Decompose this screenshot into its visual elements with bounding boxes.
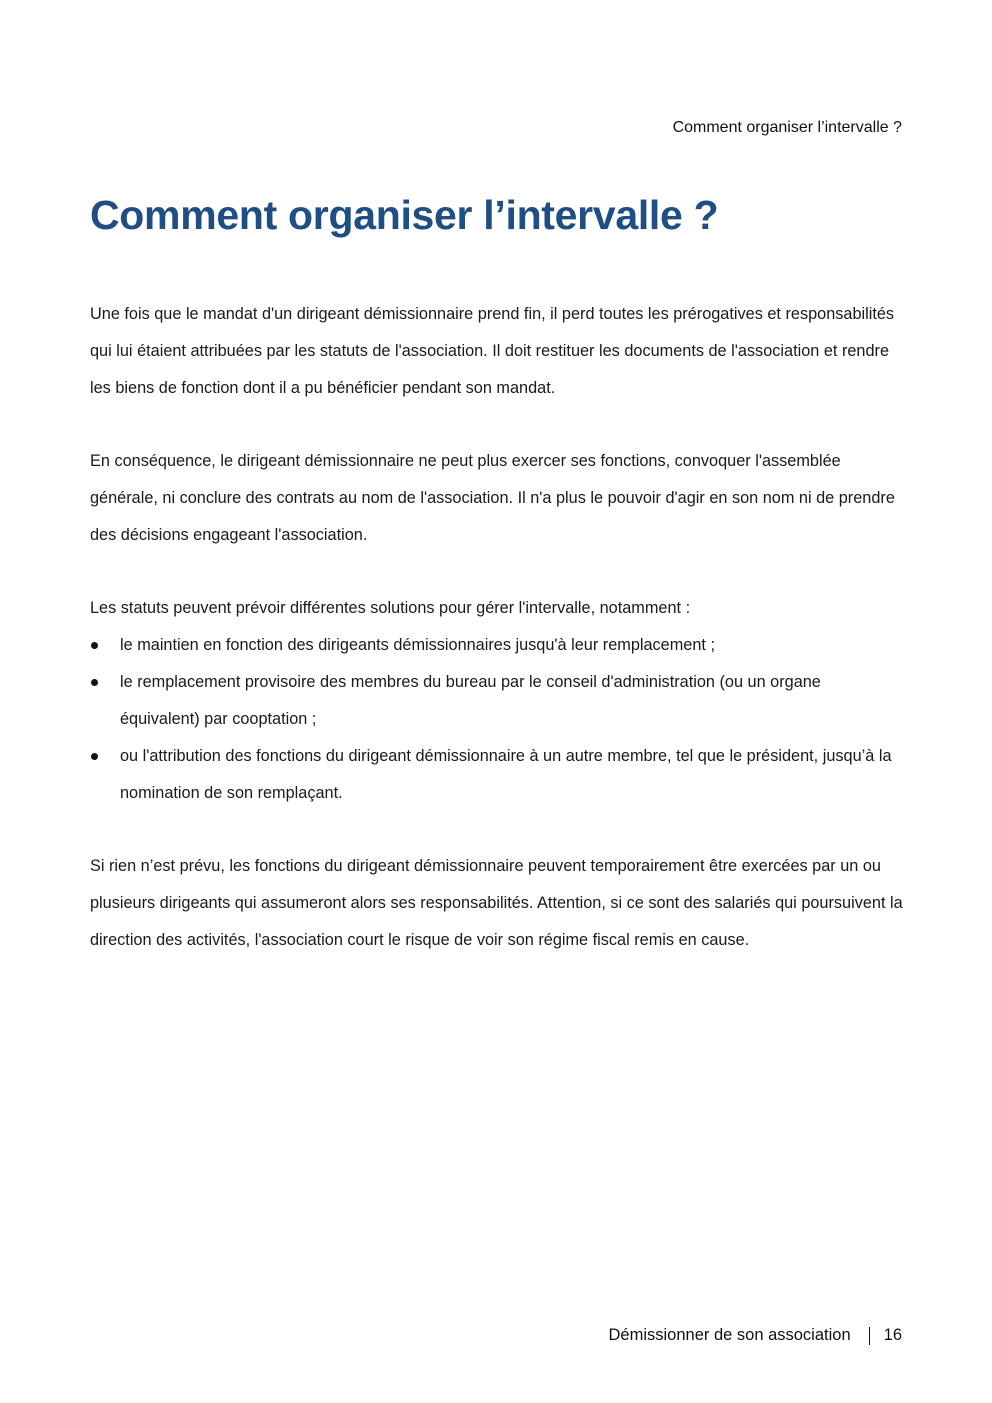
paragraph-mandate-end: Une fois que le mandat d'un dirigeant démissionnaire prend fin, il perd toutes les prérogatives et responsabilités qui lui étaient attribuées par les statuts de l'association. Il doit restituer les documents de l'association et rendre les biens de fonction dont il a pu bénéficier pendant son mandat. [90, 305, 895, 397]
paragraph-solutions-intro: Les statuts peuvent prévoir différentes solutions pour gérer l'intervalle, notamment : [90, 599, 691, 617]
running-header: Comment organiser l’intervalle ? [672, 119, 902, 136]
paragraph-consequence: En conséquence, le dirigeant démissionnaire ne peut plus exercer ses fonctions, convoquer l'assemblée générale, ni conclure des contrats au nom de l'association. Il n'a plus le pouvoir d'agir en son nom ni de prendre des décisions engageant l'association. [90, 452, 895, 544]
list-item: ou l'attribution des fonctions du dirigeant démissionnaire à un autre membre, tel que le président, jusqu’à la nomination de son remplaçant. [90, 738, 905, 812]
page-footer [609, 1326, 903, 1345]
list-item: le remplacement provisoire des membres du bureau par le conseil d'administration (ou un organe équivalent) par cooptation ; [90, 664, 905, 738]
page-title: Comment organiser l’intervalle ? [90, 192, 719, 238]
solutions-list [90, 627, 905, 812]
page-number: 16 [883, 1326, 902, 1344]
list-item: le maintien en fonction des dirigeants démissionnaires jusqu'à leur remplacement ; [90, 627, 905, 664]
footer-divider [869, 1327, 870, 1345]
main-content [90, 296, 905, 995]
footer-document-title: Démissionner de son association [608, 1326, 851, 1344]
paragraph-closing: Si rien n’est prévu, les fonctions du dirigeant démissionnaire peuvent temporairement être exercées par un ou plusieurs dirigeants qui assumeront alors ses responsabilités. Attention, si ce sont des salariés qui poursuivent la direction des activités, l'association court le risque de voir son régime fiscal remis en cause. [90, 857, 903, 949]
